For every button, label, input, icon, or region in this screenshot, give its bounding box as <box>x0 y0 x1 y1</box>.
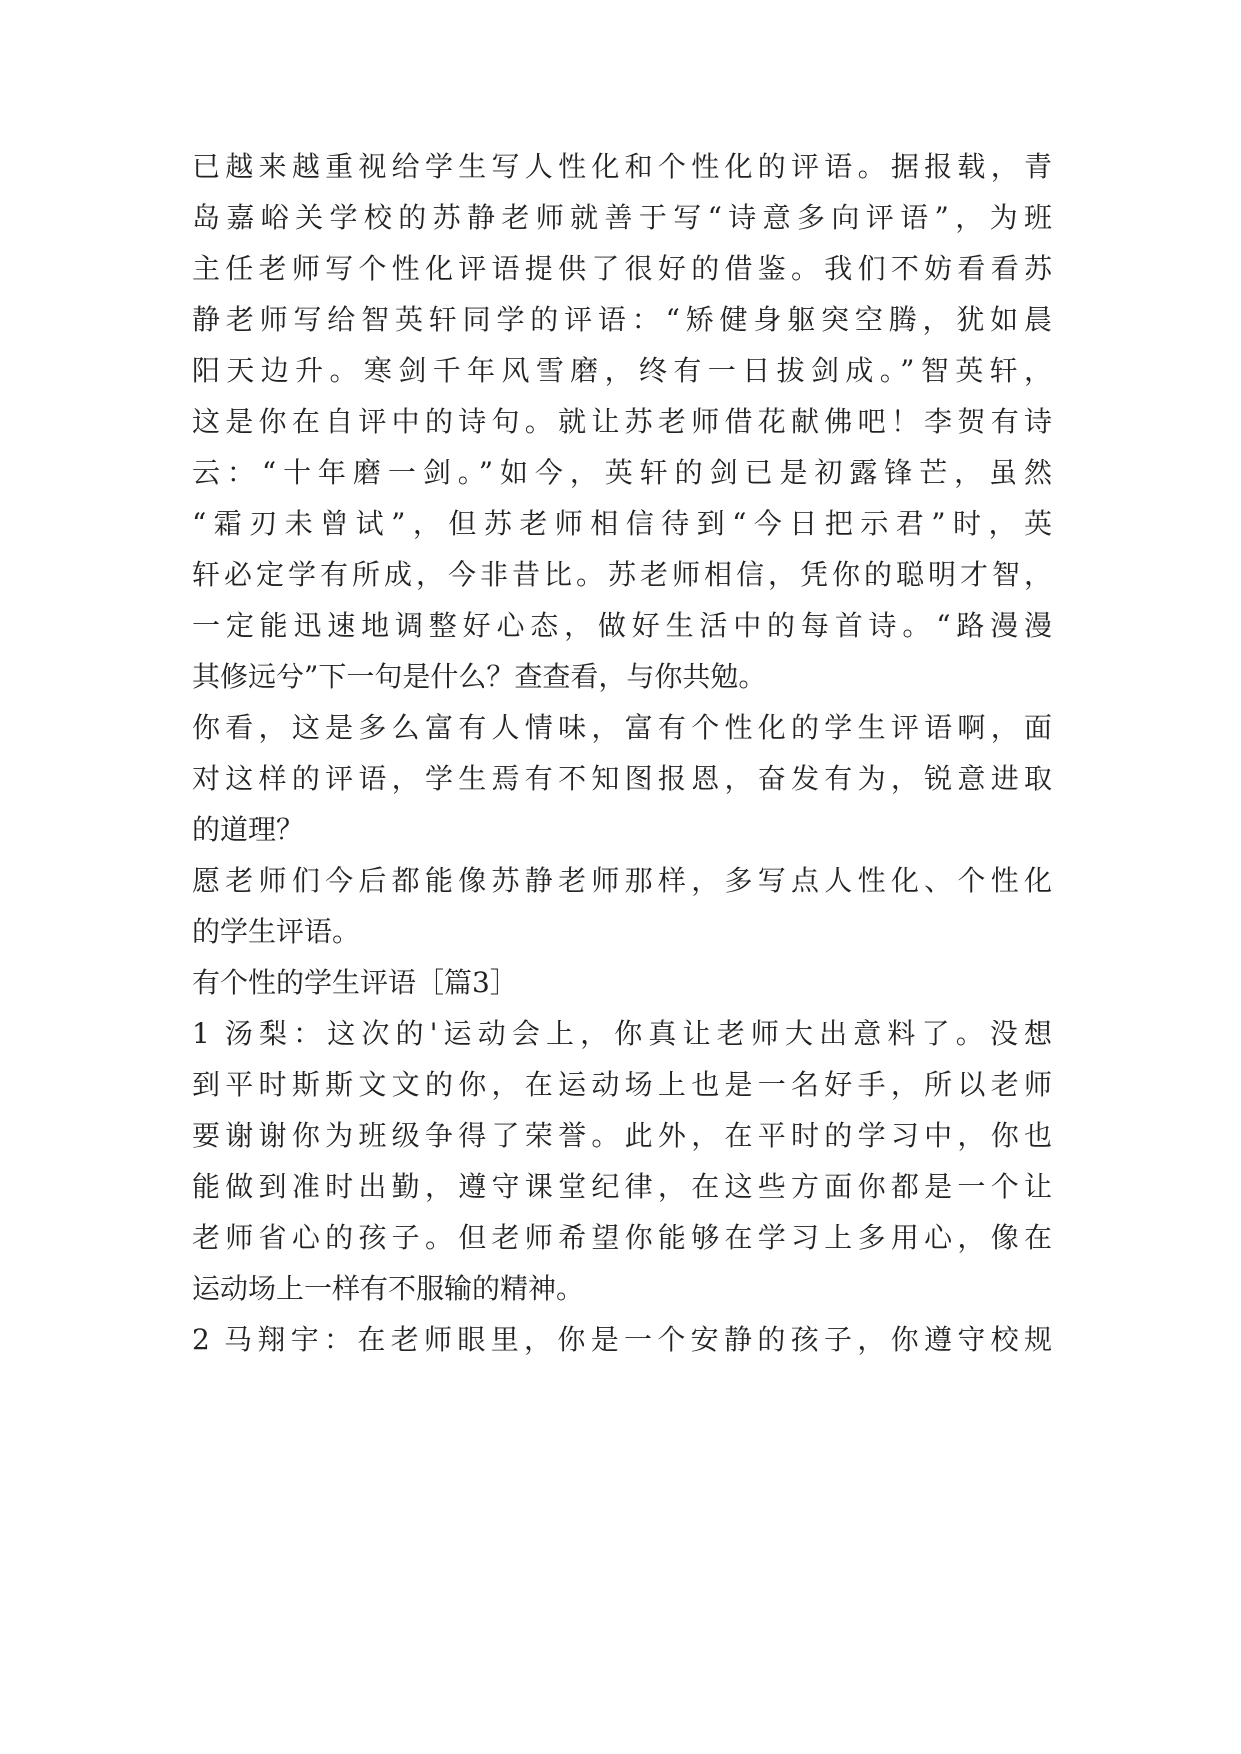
item-1-line: 要谢谢你为班级争得了荣誉。此外，在平时的学习中，你也 <box>192 1119 1052 1152</box>
item-1-line: 能做到准时出勤，遵守课堂纪律，在这些方面你都是一个让 <box>192 1170 1052 1203</box>
paragraph-1-line: 岛嘉峪关学校的苏静老师就善于写“诗意多向评语”，为班 <box>192 201 1052 234</box>
item-1-line: 运动场上一样有不服输的精神。 <box>192 1272 585 1305</box>
item-2-line: 2 马翔宇：在老师眼里，你是一个安静的孩子，你遵守校规 <box>192 1323 1052 1356</box>
section-heading: 有个性的学生评语［篇3］ <box>192 966 518 999</box>
paragraph-1-line: 静老师写给智英轩同学的评语：“矫健身躯突空腾，犹如晨 <box>192 303 1052 336</box>
item-1-line: 1 汤梨：这次的'运动会上，你真让老师大出意料了。没想 <box>192 1017 1052 1050</box>
item-1-line: 到平时斯斯文文的你，在运动场上也是一名好手，所以老师 <box>192 1068 1052 1101</box>
paragraph-1-line: 其修远兮”下一句是什么？查查看，与你共勉。 <box>192 660 767 693</box>
paragraph-2-line: 你看，这是多么富有人情味，富有个性化的学生评语啊，面 <box>192 711 1052 744</box>
paragraph-1-line: 云：“十年磨一剑。”如今，英轩的剑已是初露锋芒，虽然 <box>192 456 1052 489</box>
paragraph-3-line: 的学生评语。 <box>192 915 361 948</box>
paragraph-1-line: 一定能迅速地调整好心态，做好生活中的每首诗。“路漫漫 <box>192 609 1052 642</box>
paragraph-1-line: 已越来越重视给学生写人性化和个性化的评语。据报载，青 <box>192 150 1052 183</box>
paragraph-1-line: 阳天边升。寒剑千年风雪磨，终有一日拔剑成。”智英轩， <box>192 354 1052 387</box>
paragraph-1-line: 轩必定学有所成，今非昔比。苏老师相信，凭你的聪明才智， <box>192 558 1052 591</box>
paragraph-1-line: “霜刃未曾试”，但苏老师相信待到“今日把示君”时，英 <box>192 507 1052 540</box>
paragraph-2-line: 对这样的评语，学生焉有不知图报恩，奋发有为，锐意进取 <box>192 762 1052 795</box>
paragraph-1-line: 这是你在自评中的诗句。就让苏老师借花献佛吧！李贺有诗 <box>192 405 1052 438</box>
item-1-line: 老师省心的孩子。但老师希望你能够在学习上多用心，像在 <box>192 1221 1052 1254</box>
paragraph-2-line: 的道理？ <box>192 813 305 846</box>
paragraph-3-line: 愿老师们今后都能像苏静老师那样，多写点人性化、个性化 <box>192 864 1052 897</box>
paragraph-1-line: 主任老师写个性化评语提供了很好的借鉴。我们不妨看看苏 <box>192 252 1052 285</box>
